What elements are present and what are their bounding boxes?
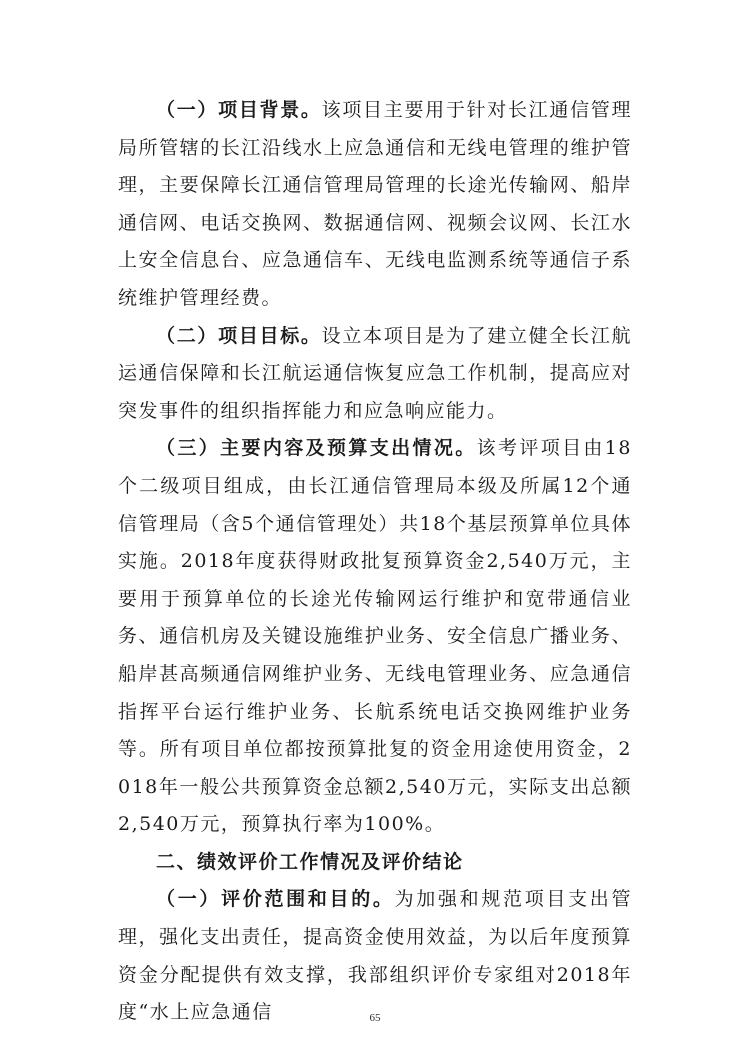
section-heading: 二、绩效评价工作情况及评价结论 — [156, 850, 464, 873]
paragraph-lead: （一）项目背景。 — [156, 99, 322, 121]
document-body — [118, 92, 632, 1032]
paragraph-content-budget — [118, 430, 632, 844]
paragraph-text: 该考评项目由18个二级项目组成，由长江通信管理局本级及所属12个通信管理局（含5个通信管理处）共18个基层预算单位具体实施。2018年度获得财政批复预算资金2,540万元，主要用于预算单位的长途光传输网运行维护和宽带通信业务、通信机房及关键设施维护业务、安全信息广播业务、船岸甚高频通信网维护业务、无线电管理业务、应急通信指挥平台运行维护业务、长航系统电话交换网维护业务等。所有项目单位都按预算批复的资金用途使用资金，2018年一般公共预算资金总额2,540万元，实际支出总额2,540万元，预算执行率为100%。 — [118, 437, 632, 836]
paragraph-project-goal — [118, 318, 632, 431]
paragraph-text: 设立本项目是为了建立健全长江航运通信保障和长江航运通信恢复应急工作机制，提高应对突发事件的组织指挥能力和应急响应能力。 — [118, 324, 632, 422]
paragraph-text: 该项目主要用于针对长江通信管理局所管辖的长江沿线水上应急通信和无线电管理的维护管理，主要保障长江通信管理局管理的长途光传输网、船岸通信网、电话交换网、数据通信网、视频会议网、长江水上安全信息台、应急通信车、无线电监测系统等通信子系统维护管理经费。 — [118, 99, 632, 309]
page-number: 65 — [369, 1012, 381, 1024]
paragraph-lead: （三）主要内容及预算支出情况。 — [156, 437, 477, 460]
paragraph-text: 为加强和规范项目支出管理，强化支出责任，提高资金使用效益，为以后年度预算资金分配提供有效支撑，我部组织评价专家组对2018年度“水上应急通信 — [118, 888, 632, 1024]
paragraph-lead: （一）评价范围和目的。 — [156, 888, 395, 911]
paragraph-project-background — [118, 92, 632, 318]
paragraph-lead: （二）项目目标。 — [156, 324, 322, 347]
paragraph-evaluation-scope — [118, 881, 632, 1031]
